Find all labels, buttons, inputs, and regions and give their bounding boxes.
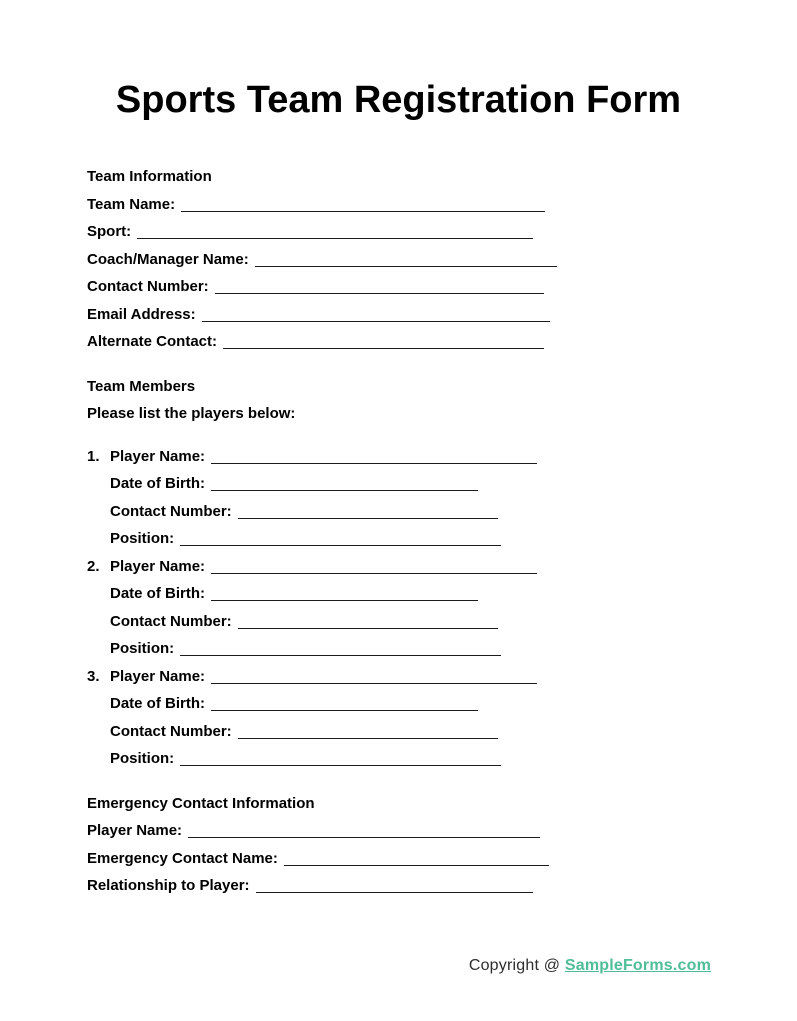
player-number: 1. xyxy=(87,447,100,465)
team-members-heading: Team Members xyxy=(87,377,196,395)
field-row-contact-number xyxy=(110,608,711,636)
player-item-3 xyxy=(87,663,711,773)
field-label: Alternate Contact: xyxy=(87,333,218,350)
field-label: Contact Number: xyxy=(110,502,232,520)
field-row-date-of-birth xyxy=(110,690,711,718)
field-label: Team Name: xyxy=(87,195,176,213)
field-row-date-of-birth xyxy=(110,470,711,498)
field-row-sport xyxy=(87,218,711,246)
field-label: Contact Number: xyxy=(87,278,209,295)
team-information-heading: Team Information xyxy=(87,168,212,185)
field-label: Contact Number: xyxy=(110,722,232,740)
section-emergency-contact xyxy=(87,790,711,900)
field-blank-line[interactable] xyxy=(211,477,478,491)
section-team-members xyxy=(87,373,711,773)
team-members-instruction: Please list the players below: xyxy=(87,405,296,422)
field-blank-line[interactable] xyxy=(211,697,478,711)
field-row-contact-number xyxy=(110,718,711,746)
field-blank-line[interactable] xyxy=(238,505,498,519)
field-row-player-name xyxy=(110,443,711,471)
field-row-contact-number xyxy=(110,498,711,526)
player-list xyxy=(87,443,711,773)
player-fields xyxy=(110,553,711,663)
field-row-date-of-birth xyxy=(110,580,711,608)
field-label: Position: xyxy=(110,530,175,547)
field-label: Date of Birth: xyxy=(110,695,205,712)
field-row-player-name xyxy=(110,663,711,691)
field-blank-line[interactable] xyxy=(211,670,537,684)
field-label: Email Address: xyxy=(87,305,196,323)
section-team-information xyxy=(87,163,711,356)
field-row-email-address xyxy=(87,301,711,329)
field-label: Player Name: xyxy=(110,667,206,685)
sampleforms-link[interactable]: SampleForms.com xyxy=(564,957,711,974)
field-blank-line[interactable] xyxy=(180,752,501,766)
field-row-team-name xyxy=(87,191,711,219)
field-label: Position: xyxy=(110,640,175,657)
field-blank-line[interactable] xyxy=(238,615,498,629)
field-row-player-name xyxy=(110,553,711,581)
field-row-player-name xyxy=(87,817,711,845)
field-blank-line[interactable] xyxy=(223,335,544,349)
field-row-emergency-contact-name xyxy=(87,845,711,873)
field-row-relationship-to-player xyxy=(87,872,711,900)
field-blank-line[interactable] xyxy=(256,879,533,893)
field-blank-line[interactable] xyxy=(255,253,557,267)
field-label: Player Name: xyxy=(110,447,206,465)
field-row-position xyxy=(110,635,711,663)
form-title: Sports Team Registration Form xyxy=(115,79,682,121)
field-label: Player Name: xyxy=(110,557,206,575)
field-row-position xyxy=(110,745,711,773)
copyright-text: Copyright @ xyxy=(468,957,561,974)
field-blank-line[interactable] xyxy=(202,308,550,322)
field-label: Coach/Manager Name: xyxy=(87,250,249,268)
player-number: 3. xyxy=(87,667,100,685)
field-label: Date of Birth: xyxy=(110,585,205,602)
field-label: Emergency Contact Name: xyxy=(87,849,278,867)
field-label: Position: xyxy=(110,750,175,767)
field-blank-line[interactable] xyxy=(211,560,537,574)
emergency-contact-heading: Emergency Contact Information xyxy=(87,794,315,812)
field-blank-line[interactable] xyxy=(180,642,501,656)
field-row-position xyxy=(110,525,711,553)
field-label: Contact Number: xyxy=(110,612,232,630)
form-content xyxy=(0,163,797,900)
field-blank-line[interactable] xyxy=(137,225,533,239)
field-blank-line[interactable] xyxy=(284,852,549,866)
field-label: Sport: xyxy=(87,223,132,240)
player-item-1 xyxy=(87,443,711,553)
field-blank-line[interactable] xyxy=(188,824,540,838)
player-number: 2. xyxy=(87,557,100,575)
field-blank-line[interactable] xyxy=(181,198,545,212)
field-row-contact-number xyxy=(87,273,711,301)
field-row-alternate-contact xyxy=(87,328,711,356)
field-label: Date of Birth: xyxy=(110,475,205,492)
field-blank-line[interactable] xyxy=(215,280,544,294)
field-label: Relationship to Player: xyxy=(87,877,250,894)
field-blank-line[interactable] xyxy=(211,587,478,601)
field-blank-line[interactable] xyxy=(211,450,537,464)
player-fields xyxy=(110,663,711,773)
player-item-2 xyxy=(87,553,711,663)
field-label: Player Name: xyxy=(87,822,183,839)
field-blank-line[interactable] xyxy=(180,532,501,546)
footer xyxy=(469,954,711,978)
field-row-coach-manager-name xyxy=(87,246,711,274)
field-blank-line[interactable] xyxy=(238,725,498,739)
player-fields xyxy=(110,443,711,553)
